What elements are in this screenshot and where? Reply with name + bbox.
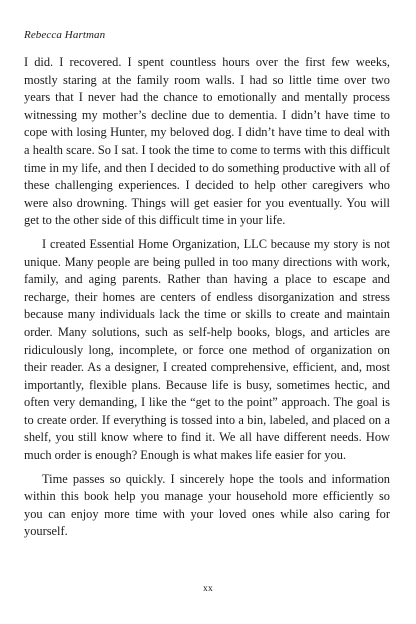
paragraph-3: Time passes so quickly. I sincerely hope the tools and information within this book help you manage your household more efficiently so you can enjoy more time with your loved ones while also caring for yourself. bbox=[24, 471, 390, 539]
body-text bbox=[24, 54, 390, 547]
page-number: xx bbox=[202, 584, 214, 594]
paragraph-2: I created Essential Home Organization, LLC because my story is not unique. Many people are being pulled in too many directions with work, family, and aging parents. Rather than having a place to escape and recharge, their homes are centers of endless disorganization and stress because many individuals lack the time or skills to create and maintain order. Many solutions, such as self-help books, blogs, and articles are ridiculously long, incomplete, or force one method of organization on their reader. As a designer, I created comprehensive, efficient, and, most importantly, flexible plans. Because life is busy, sometimes hectic, and often very demanding, I like the “get to the point” approach. The goal is to create order. If everything is tossed into a bin, labeled, and placed on a shelf, you still know where to find it. We all have different needs. How much order is enough? Enough is what makes life easier for you. bbox=[24, 236, 390, 463]
running-head-author: Rebecca Hartman bbox=[24, 29, 106, 41]
paragraph-1: I did. I recovered. I spent countless hours over the first few weeks, mostly staring at the family room walls. I had so little time over two years that I never had the chance to emotionally and mentally process witnessing my mother’s decline due to dementia. I didn’t have time to cope with losing Hunter, my beloved dog. I didn’t have time to deal with a health scare. So I sat. I took the time to come to terms with this difficult time in my life, and then I decided to do something productive with all of these challenging experiences. I decided to help other caregivers who were also drowning. Things will get easier for you eventually. You will get to the other side of this difficult time in your life. bbox=[24, 55, 390, 228]
